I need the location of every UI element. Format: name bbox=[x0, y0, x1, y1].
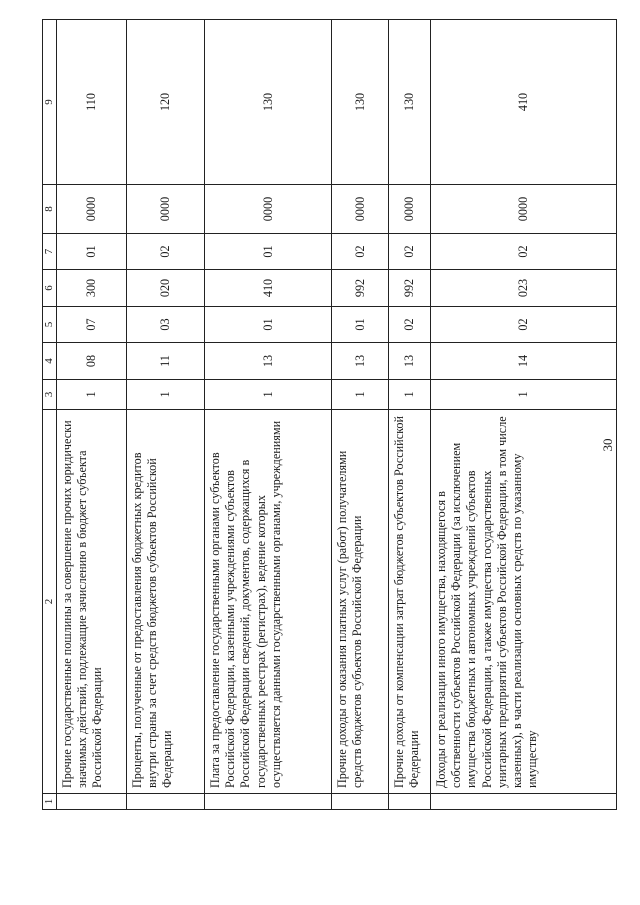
header-cell: 7 bbox=[43, 234, 57, 270]
code-cell: 11 bbox=[127, 343, 205, 380]
code-cell: 992 bbox=[389, 270, 431, 307]
code-cell: 120 bbox=[127, 20, 205, 185]
code-cell: 020 bbox=[127, 270, 205, 307]
code-cell: 03 bbox=[127, 307, 205, 343]
code-cell: 07 bbox=[57, 307, 127, 343]
code-cell: 1 bbox=[431, 380, 617, 410]
code-cell: 0000 bbox=[205, 185, 332, 234]
table-row bbox=[431, 20, 617, 810]
row-number-cell bbox=[205, 794, 332, 810]
header-cell: 3 bbox=[43, 380, 57, 410]
code-cell: 410 bbox=[431, 20, 617, 185]
code-cell: 0000 bbox=[332, 185, 389, 234]
header-cell: 1 bbox=[43, 794, 57, 810]
code-cell: 13 bbox=[332, 343, 389, 380]
table-row bbox=[389, 20, 431, 810]
header-cell: 5 bbox=[43, 307, 57, 343]
page-number: 30 bbox=[600, 438, 615, 452]
row-number-cell bbox=[57, 794, 127, 810]
code-cell: 01 bbox=[205, 234, 332, 270]
row-number-cell bbox=[389, 794, 431, 810]
code-cell: 02 bbox=[431, 234, 617, 270]
header-cell: 4 bbox=[43, 343, 57, 380]
code-cell: 0000 bbox=[127, 185, 205, 234]
row-number-cell bbox=[127, 794, 205, 810]
revenue-name-cell: Доходы от реализации иного имущества, находящегося в собственности субъектов Российской Федерации (за исключением имущества бюджетных и автономных учреждений субъектов Российской Федерации, а также имущества государственных унитарных предприятий субъектов Российской Федерации, в том числе казенных), в части реализации основных средств по указанному имуществу bbox=[431, 410, 617, 794]
code-cell: 13 bbox=[389, 343, 431, 380]
table-row bbox=[57, 20, 127, 810]
header-cell: 9 bbox=[43, 20, 57, 185]
table-header-row bbox=[43, 20, 57, 810]
code-cell: 1 bbox=[57, 380, 127, 410]
code-cell: 130 bbox=[332, 20, 389, 185]
header-cell: 2 bbox=[43, 410, 57, 794]
code-cell: 110 bbox=[57, 20, 127, 185]
table-row bbox=[205, 20, 332, 810]
header-cell: 8 bbox=[43, 185, 57, 234]
revenue-name-cell: Прочие государственные пошлины за совершение прочих юридически значимых действий, подлежащие зачислению в бюджет субъекта Российской Федерации bbox=[57, 410, 127, 794]
revenue-name-cell: Проценты, полученные от предоставления бюджетных кредитов внутри страны за счет средств бюджетов субъектов Российской Федерации bbox=[127, 410, 205, 794]
code-cell: 0000 bbox=[389, 185, 431, 234]
code-cell: 1 bbox=[205, 380, 332, 410]
code-cell: 1 bbox=[332, 380, 389, 410]
code-cell: 13 bbox=[205, 343, 332, 380]
code-cell: 08 bbox=[57, 343, 127, 380]
code-cell: 02 bbox=[431, 307, 617, 343]
code-cell: 0000 bbox=[431, 185, 617, 234]
code-cell: 02 bbox=[127, 234, 205, 270]
code-cell: 14 bbox=[431, 343, 617, 380]
code-cell: 01 bbox=[332, 307, 389, 343]
row-number-cell bbox=[332, 794, 389, 810]
header-cell: 6 bbox=[43, 270, 57, 307]
code-cell: 01 bbox=[205, 307, 332, 343]
code-cell: 02 bbox=[389, 234, 431, 270]
code-cell: 130 bbox=[205, 20, 332, 185]
code-cell: 023 bbox=[431, 270, 617, 307]
revenue-name-cell: Прочие доходы от оказания платных услуг (работ) получателями средств бюджетов субъектов Российской Федерации bbox=[332, 410, 389, 794]
table-row bbox=[332, 20, 389, 810]
code-cell: 01 bbox=[57, 234, 127, 270]
code-cell: 1 bbox=[389, 380, 431, 410]
code-cell: 300 bbox=[57, 270, 127, 307]
table-row bbox=[127, 20, 205, 810]
code-cell: 0000 bbox=[57, 185, 127, 234]
revenue-name-cell: Прочие доходы от компенсации затрат бюджетов субъектов Российской Федерации bbox=[389, 410, 431, 794]
revenue-name-cell: Плата за предоставление государственными органами субъектов Российской Федерации, казенными учреждениями субъектов Российской Федерации сведений, документов, содержащихся в государственных реестрах (регистрах), ведение которых осуществляется данными государственными органами, учреждениями bbox=[205, 410, 332, 794]
code-cell: 02 bbox=[389, 307, 431, 343]
code-cell: 410 bbox=[205, 270, 332, 307]
revenue-codes-table bbox=[42, 19, 617, 810]
code-cell: 992 bbox=[332, 270, 389, 307]
row-number-cell bbox=[431, 794, 617, 810]
code-cell: 02 bbox=[332, 234, 389, 270]
code-cell: 130 bbox=[389, 20, 431, 185]
code-cell: 1 bbox=[127, 380, 205, 410]
